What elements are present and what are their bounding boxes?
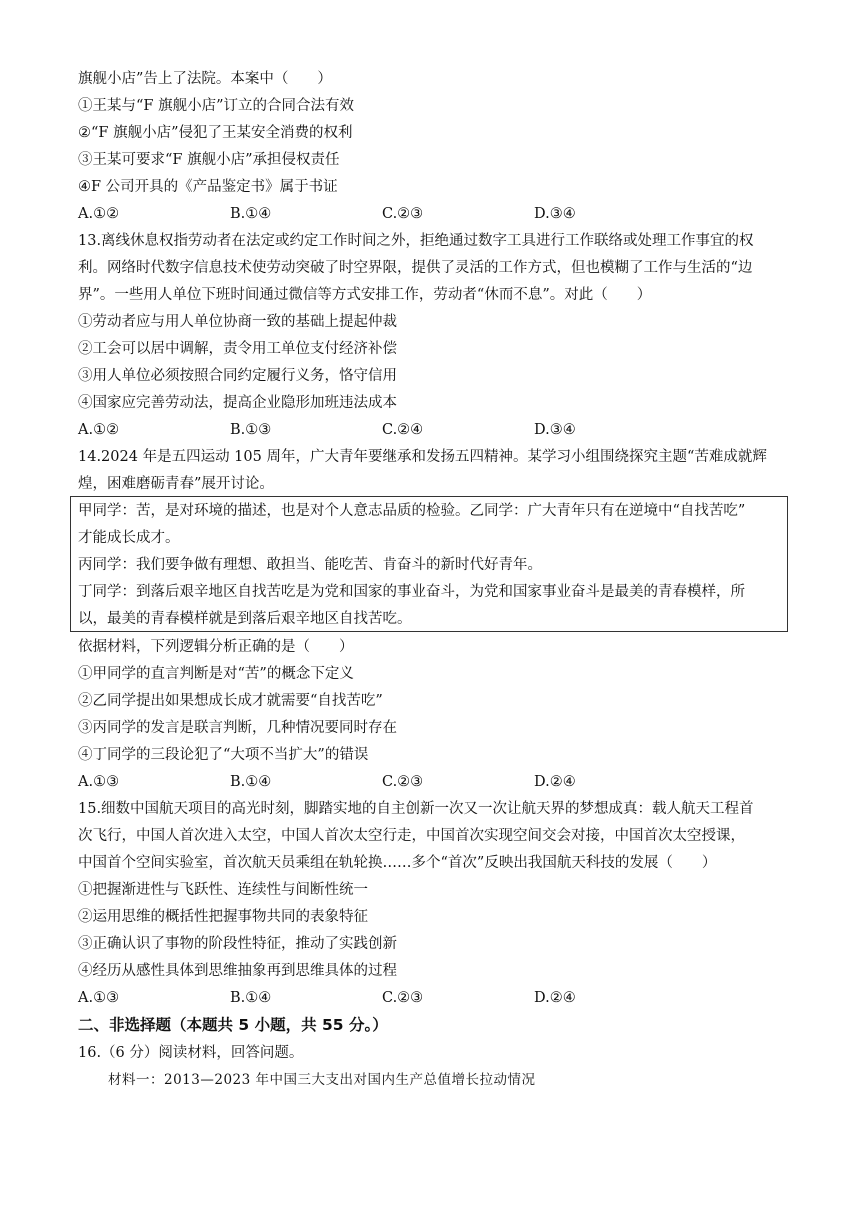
q15-option-c[interactable]: C.②③ bbox=[382, 990, 424, 1006]
q13-item-2: ②工会可以居中调解，责令用工单位支付经济补偿 bbox=[78, 341, 397, 357]
q14-stem-line-2: 煌，困难磨砺青春”展开讨论。 bbox=[78, 476, 274, 492]
q13-option-d[interactable]: D.③④ bbox=[534, 422, 576, 438]
q12-option-c[interactable]: C.②③ bbox=[382, 206, 424, 222]
q14-option-d[interactable]: D.②④ bbox=[534, 774, 576, 790]
q12-option-b[interactable]: B.①④ bbox=[230, 206, 272, 222]
q15-stem-line-2: 次飞行，中国人首次进入太空，中国人首次太空行走，中国首次实现空间交会对接，中国首次太空授课， bbox=[78, 828, 745, 844]
q15-options bbox=[78, 988, 778, 1008]
q14-question: 依据材料，下列逻辑分析正确的是（ ） bbox=[78, 639, 354, 655]
q12-options bbox=[78, 204, 778, 224]
q13-item-1: ①劳动者应与用人单位协商一致的基础上提起仲裁 bbox=[78, 314, 397, 330]
q15-stem-line-3: 中国首个空间实验室，首次航天员乘组在轨轮换……多个“首次”反映出我国航天科技的发展（ ） bbox=[78, 855, 717, 871]
q14-item-4: ④丁同学的三段论犯了“大项不当扩大”的错误 bbox=[78, 747, 369, 763]
q16-stem: 16.（6 分）阅读材料，回答问题。 bbox=[78, 1045, 304, 1061]
q14-options bbox=[78, 772, 778, 792]
q14-option-c[interactable]: C.②③ bbox=[382, 774, 424, 790]
q14-material-line-3: 丙同学：我们要争做有理想、敢担当、能吃苦、肯奋斗的新时代好青年。 bbox=[78, 557, 542, 573]
material-1-caption: 材料一：2013—2023 年中国三大支出对国内生产总值增长拉动情况 bbox=[108, 1072, 536, 1088]
q12-item-2: ②“F 旗舰小店”侵犯了王某安全消费的权利 bbox=[78, 125, 353, 141]
q15-option-d[interactable]: D.②④ bbox=[534, 990, 576, 1006]
q13-option-a[interactable]: A.①② bbox=[78, 422, 120, 438]
q13-option-c[interactable]: C.②④ bbox=[382, 422, 424, 438]
q15-stem-line-1: 15.细数中国航天项目的高光时刻，脚踏实地的自主创新一次又一次让航天界的梦想成真：载人航天工程首 bbox=[78, 801, 754, 817]
q14-option-b[interactable]: B.①④ bbox=[230, 774, 272, 790]
q14-option-a[interactable]: A.①③ bbox=[78, 774, 120, 790]
q14-material-line-4: 丁同学：到落后艰辛地区自找苦吃是为党和国家的事业奋斗，为党和国家事业奋斗是最美的青春模样，所 bbox=[78, 584, 745, 600]
q14-material-line-1: 甲同学：苦，是对环境的描述，也是对个人意志品质的检验。乙同学：广大青年只有在逆境中“自找苦吃” bbox=[78, 503, 746, 519]
q14-material-line-2: 才能成长成才。 bbox=[78, 530, 180, 546]
q13-item-4: ④国家应完善劳动法，提高企业隐形加班违法成本 bbox=[78, 395, 397, 411]
q14-item-3: ③丙同学的发言是联言判断，几种情况要同时存在 bbox=[78, 720, 397, 736]
q13-stem-line-2: 利。网络时代数字信息技术使劳动突破了时空界限，提供了灵活的工作方式，但也模糊了工作与生活的“边 bbox=[78, 260, 753, 276]
q12-option-d[interactable]: D.③④ bbox=[534, 206, 576, 222]
q13-options bbox=[78, 420, 778, 440]
q12-item-4: ④F 公司开具的《产品鉴定书》属于书证 bbox=[78, 179, 338, 195]
q15-item-4: ④经历从感性具体到思维抽象再到思维具体的过程 bbox=[78, 963, 397, 979]
q15-option-a[interactable]: A.①③ bbox=[78, 990, 120, 1006]
q13-stem-line-1: 13.离线休息权指劳动者在法定或约定工作时间之外，拒绝通过数字工具进行工作联络或处理工作事宜的权 bbox=[78, 233, 754, 249]
q13-stem-line-3: 界”。一些用人单位下班时间通过微信等方式安排工作，劳动者“休而不息”。对此（ ） bbox=[78, 287, 652, 303]
q14-item-2: ②乙同学提出如果想成长成才就需要“自找苦吃” bbox=[78, 693, 383, 709]
section-2-heading: 二、非选择题（本题共 5 小题，共 55 分。） bbox=[78, 1016, 388, 1034]
q14-material-line-5: 以，最美的青春模样就是到落后艰辛地区自找苦吃。 bbox=[78, 611, 412, 627]
q14-item-1: ①甲同学的直言判断是对“苦”的概念下定义 bbox=[78, 666, 354, 682]
q12-stem: 旗舰小店”告上了法院。本案中（ ） bbox=[78, 71, 332, 87]
q15-option-b[interactable]: B.①④ bbox=[230, 990, 272, 1006]
q13-option-b[interactable]: B.①③ bbox=[230, 422, 272, 438]
q15-item-1: ①把握渐进性与飞跃性、连续性与间断性统一 bbox=[78, 882, 368, 898]
q14-stem-line-1: 14.2024 年是五四运动 105 周年，广大青年要继承和发扬五四精神。某学习小组围绕探究主题“苦难成就辉 bbox=[78, 449, 767, 465]
q12-item-1: ①王某与“F 旗舰小店”订立的合同合法有效 bbox=[78, 98, 354, 114]
q15-item-3: ③正确认识了事物的阶段性特征，推动了实践创新 bbox=[78, 936, 397, 952]
q12-option-a[interactable]: A.①② bbox=[78, 206, 120, 222]
q15-item-2: ②运用思维的概括性把握事物共同的表象特征 bbox=[78, 909, 368, 925]
q12-item-3: ③王某可要求“F 旗舰小店”承担侵权责任 bbox=[78, 152, 340, 168]
q13-item-3: ③用人单位必须按照合同约定履行义务，恪守信用 bbox=[78, 368, 397, 384]
